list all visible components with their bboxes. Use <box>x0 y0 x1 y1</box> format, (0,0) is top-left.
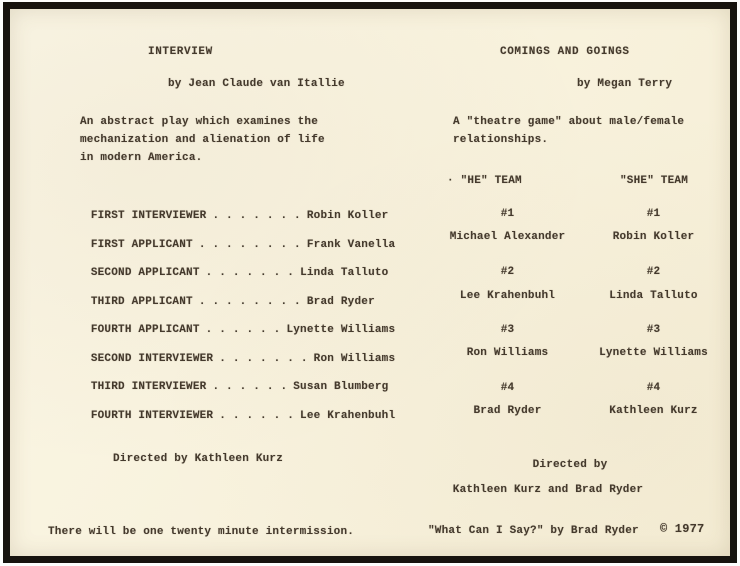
cast-name: Brad Ryder <box>306 296 375 308</box>
she-team-number: #2 <box>646 266 661 278</box>
he-team-number: #3 <box>500 324 515 336</box>
she-team-number: #3 <box>646 324 661 336</box>
cast-name: Lee Krahenbuhl <box>300 410 396 422</box>
she-team-member: Robin Koller <box>612 231 695 243</box>
left-play-title: INTERVIEW <box>148 46 213 58</box>
he-team-member: Brad Ryder <box>473 405 542 417</box>
dot-leader: . . . . . . . . <box>198 296 301 308</box>
left-play-description-line: An abstract play which examines the <box>80 116 319 128</box>
right-director-label: Directed by <box>532 459 608 471</box>
cast-name: Robin Koller <box>306 210 389 222</box>
cast-role: SECOND INTERVIEWER <box>90 353 214 365</box>
cast-role: SECOND APPLICANT <box>90 267 200 279</box>
he-team-member: Michael Alexander <box>449 231 566 243</box>
right-play-byline: by Megan Terry <box>577 78 673 90</box>
she-team-member: Lynette Williams <box>599 347 708 359</box>
dot-leader: . . . . . . <box>219 410 295 422</box>
he-team-member: Ron Williams <box>466 347 549 359</box>
she-team-number: #1 <box>646 208 661 220</box>
dot-leader: . . . . . . <box>205 324 281 336</box>
he-team-header: · "HE" TEAM <box>447 175 522 187</box>
right-play-description-line: A "theatre game" about male/female <box>453 116 685 128</box>
right-play-description-line: relationships. <box>453 134 549 146</box>
she-team-header: "SHE" TEAM <box>620 175 689 187</box>
cast-role: FIRST INTERVIEWER <box>90 210 207 222</box>
page-border-frame <box>3 2 737 563</box>
dot-leader: . . . . . . . <box>205 267 295 279</box>
cast-role: THIRD INTERVIEWER <box>90 381 207 393</box>
cast-name: Ron Williams <box>313 353 396 365</box>
dot-leader: . . . . . . <box>212 381 288 393</box>
right-play-title: COMINGS AND GOINGS <box>500 46 630 58</box>
intermission-notice: There will be one twenty minute intermission. <box>48 526 355 538</box>
song-credit: "What Can I Say?" by Brad Ryder <box>428 525 639 537</box>
she-team-member: Kathleen Kurz <box>609 405 698 417</box>
she-team-member: Linda Talluto <box>609 290 698 302</box>
cast-name: Frank Vanella <box>306 239 396 251</box>
cast-name: Linda Talluto <box>300 267 389 279</box>
left-play-byline: by Jean Claude van Itallie <box>168 78 345 90</box>
dot-leader: . . . . . . . . <box>198 239 301 251</box>
right-director-names: Kathleen Kurz and Brad Ryder <box>452 484 644 496</box>
cast-role: THIRD APPLICANT <box>90 296 193 308</box>
left-play-description-line: in modern America. <box>80 152 203 164</box>
left-play-description-line: mechanization and alienation of life <box>80 134 325 146</box>
she-team-number: #4 <box>646 382 661 394</box>
cast-name: Susan Blumberg <box>293 381 389 393</box>
left-director-credit: Directed by Kathleen Kurz <box>113 453 284 465</box>
he-team-number: #4 <box>500 382 515 394</box>
cast-name: Lynette Williams <box>286 324 396 336</box>
cast-role: FOURTH INTERVIEWER <box>90 410 214 422</box>
copyright-notice: © 1977 <box>660 522 705 536</box>
he-team-member: Lee Krahenbuhl <box>459 290 556 302</box>
dot-leader: . . . . . . . <box>212 210 301 222</box>
cast-row <box>50 397 395 436</box>
cast-role: FIRST APPLICANT <box>90 239 193 251</box>
dot-leader: . . . . . . . <box>219 353 308 365</box>
he-team-number: #2 <box>500 266 515 278</box>
he-team-number: #1 <box>500 208 515 220</box>
cast-role: FOURTH APPLICANT <box>90 324 200 336</box>
